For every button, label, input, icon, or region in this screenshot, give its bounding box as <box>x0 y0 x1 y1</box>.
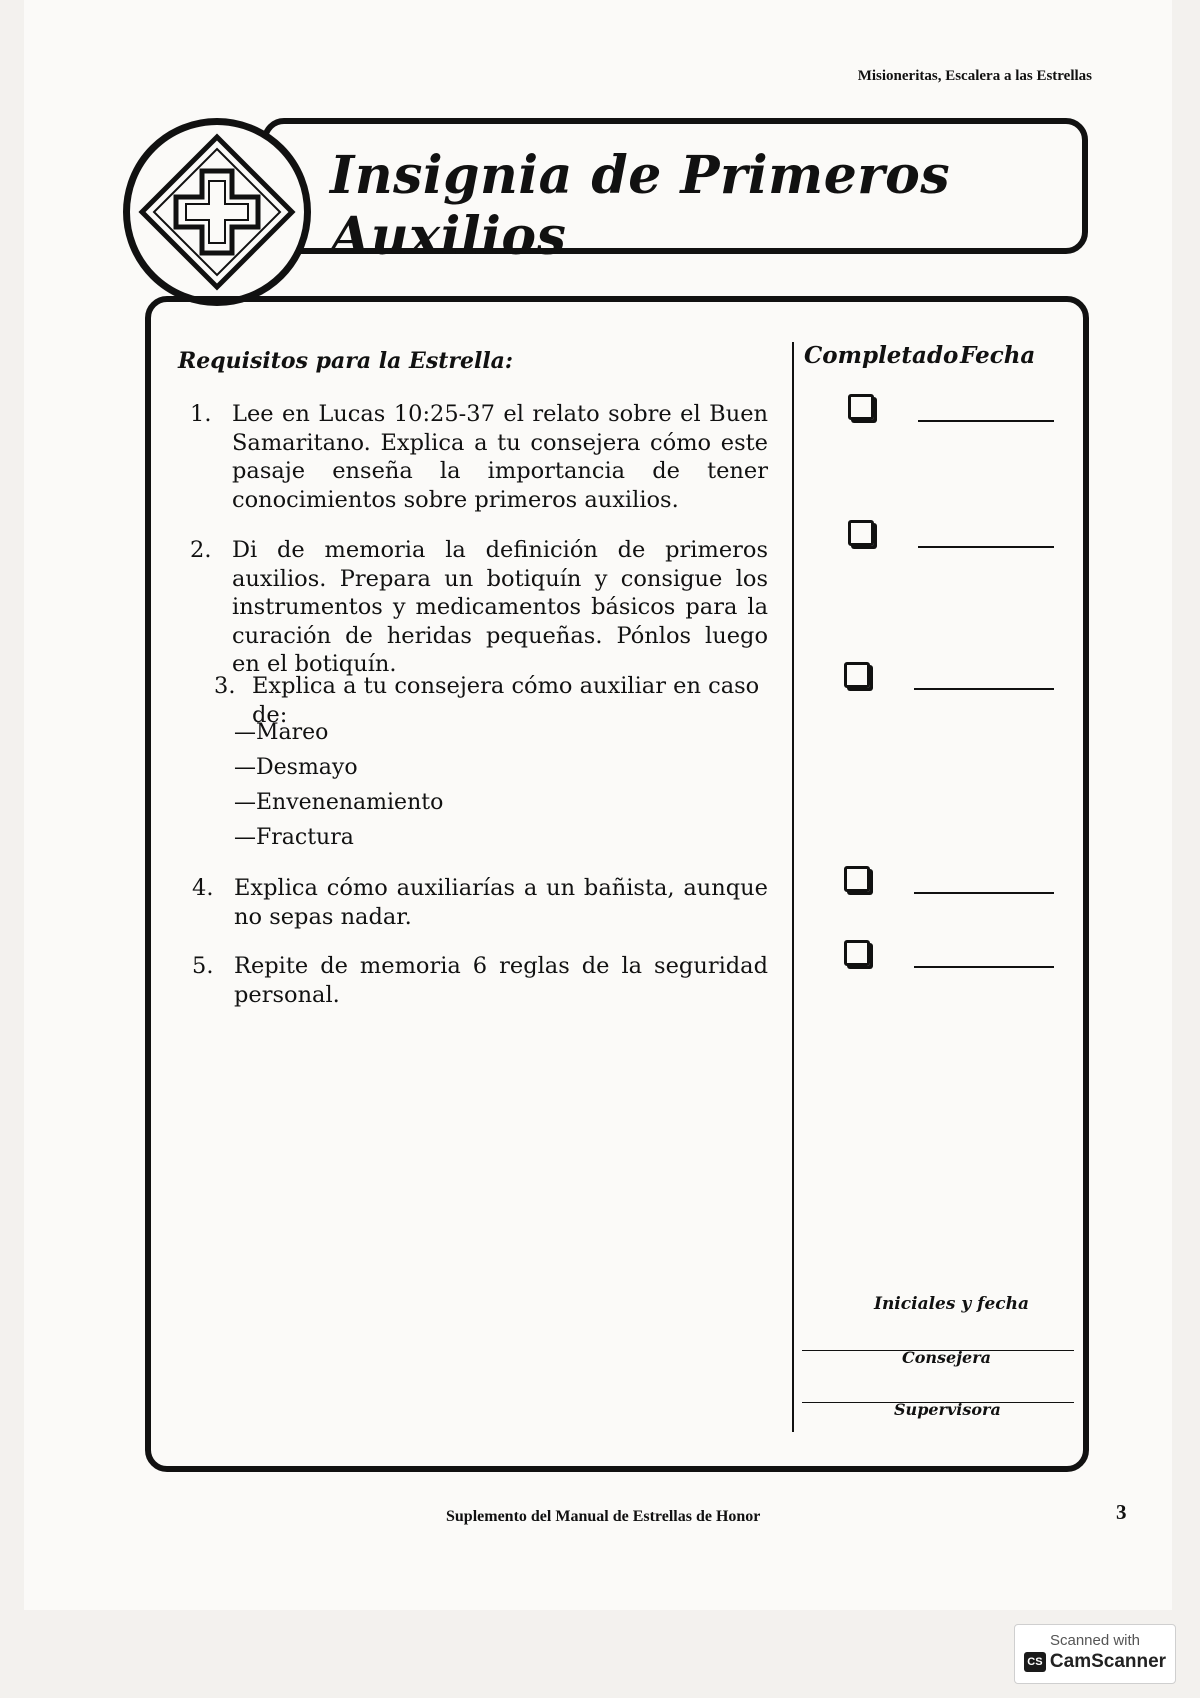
series-header: Misioneritas, Escalera a las Estrellas <box>857 68 1092 84</box>
completed-checkbox[interactable] <box>844 662 870 688</box>
date-line[interactable] <box>918 420 1054 422</box>
requirement-number: 5. <box>192 953 214 979</box>
scanner-line1: Scanned with <box>1049 1632 1141 1649</box>
requirement-number: 1. <box>190 401 212 427</box>
completed-checkbox[interactable] <box>848 394 874 420</box>
completed-checkbox[interactable] <box>844 940 870 966</box>
sub-item: —Mareo <box>234 720 329 745</box>
counselor-label: Consejera <box>902 1348 991 1367</box>
requirement-item <box>192 952 768 1009</box>
requirement-text: Lee en Lucas 10:25-37 el relato sobre el Buen Samaritano. Explica a tu consejera cómo este pasaje enseña la importancia de tener conocimientos sobre primeros auxilios. <box>232 401 768 513</box>
page-number: 3 <box>1116 1500 1127 1524</box>
supervisor-label: Supervisora <box>894 1400 1001 1419</box>
sub-item: —Envenenamiento <box>234 790 444 815</box>
requirement-number: 2. <box>190 537 212 563</box>
sub-item: —Desmayo <box>234 755 358 780</box>
page-title: Insignia de Primeros Auxilios <box>330 145 951 267</box>
completed-checkbox[interactable] <box>844 866 870 892</box>
requirement-item <box>190 400 768 514</box>
requirement-item <box>214 672 772 729</box>
scanner-watermark <box>1014 1624 1176 1684</box>
column-divider <box>792 342 794 1432</box>
first-aid-badge-icon <box>123 118 311 306</box>
date-line[interactable] <box>918 546 1054 548</box>
requirement-number: 3. <box>214 673 236 699</box>
requirement-text: Explica a tu consejera cómo auxiliar en caso de: <box>252 673 760 728</box>
completed-checkbox[interactable] <box>848 520 874 546</box>
initials-date-label: Iniciales y fecha <box>874 1294 1030 1314</box>
date-line[interactable] <box>914 892 1054 894</box>
completed-column-header: Completado <box>804 342 959 369</box>
section-title: Requisitos para la Estrella: <box>178 348 514 374</box>
requirement-text: Di de memoria la definición de primeros auxilios. Prepara un botiquín y consigue los instrumentos y medicamentos básicos para la curación de heridas pequeñas. Pónlos luego en el botiquín. <box>232 537 768 677</box>
date-column-header: Fecha <box>960 342 1036 369</box>
requirement-text: Explica cómo auxiliarías a un bañista, aunque no sepas nadar. <box>234 875 768 930</box>
cross-diamond-icon <box>130 125 304 299</box>
camscanner-icon: CS <box>1024 1652 1046 1672</box>
scanner-brand <box>1015 1651 1175 1673</box>
requirement-text: Repite de memoria 6 reglas de la seguridad personal. <box>234 953 768 1008</box>
date-line[interactable] <box>914 688 1054 690</box>
date-line[interactable] <box>914 966 1054 968</box>
requirement-item <box>190 536 768 679</box>
requirement-item <box>192 874 768 931</box>
footer-text: Suplemento del Manual de Estrellas de Honor <box>446 1508 761 1525</box>
sub-item: —Fractura <box>234 825 354 850</box>
requirement-number: 4. <box>192 875 214 901</box>
scanner-line2: CamScanner <box>1049 1651 1167 1672</box>
